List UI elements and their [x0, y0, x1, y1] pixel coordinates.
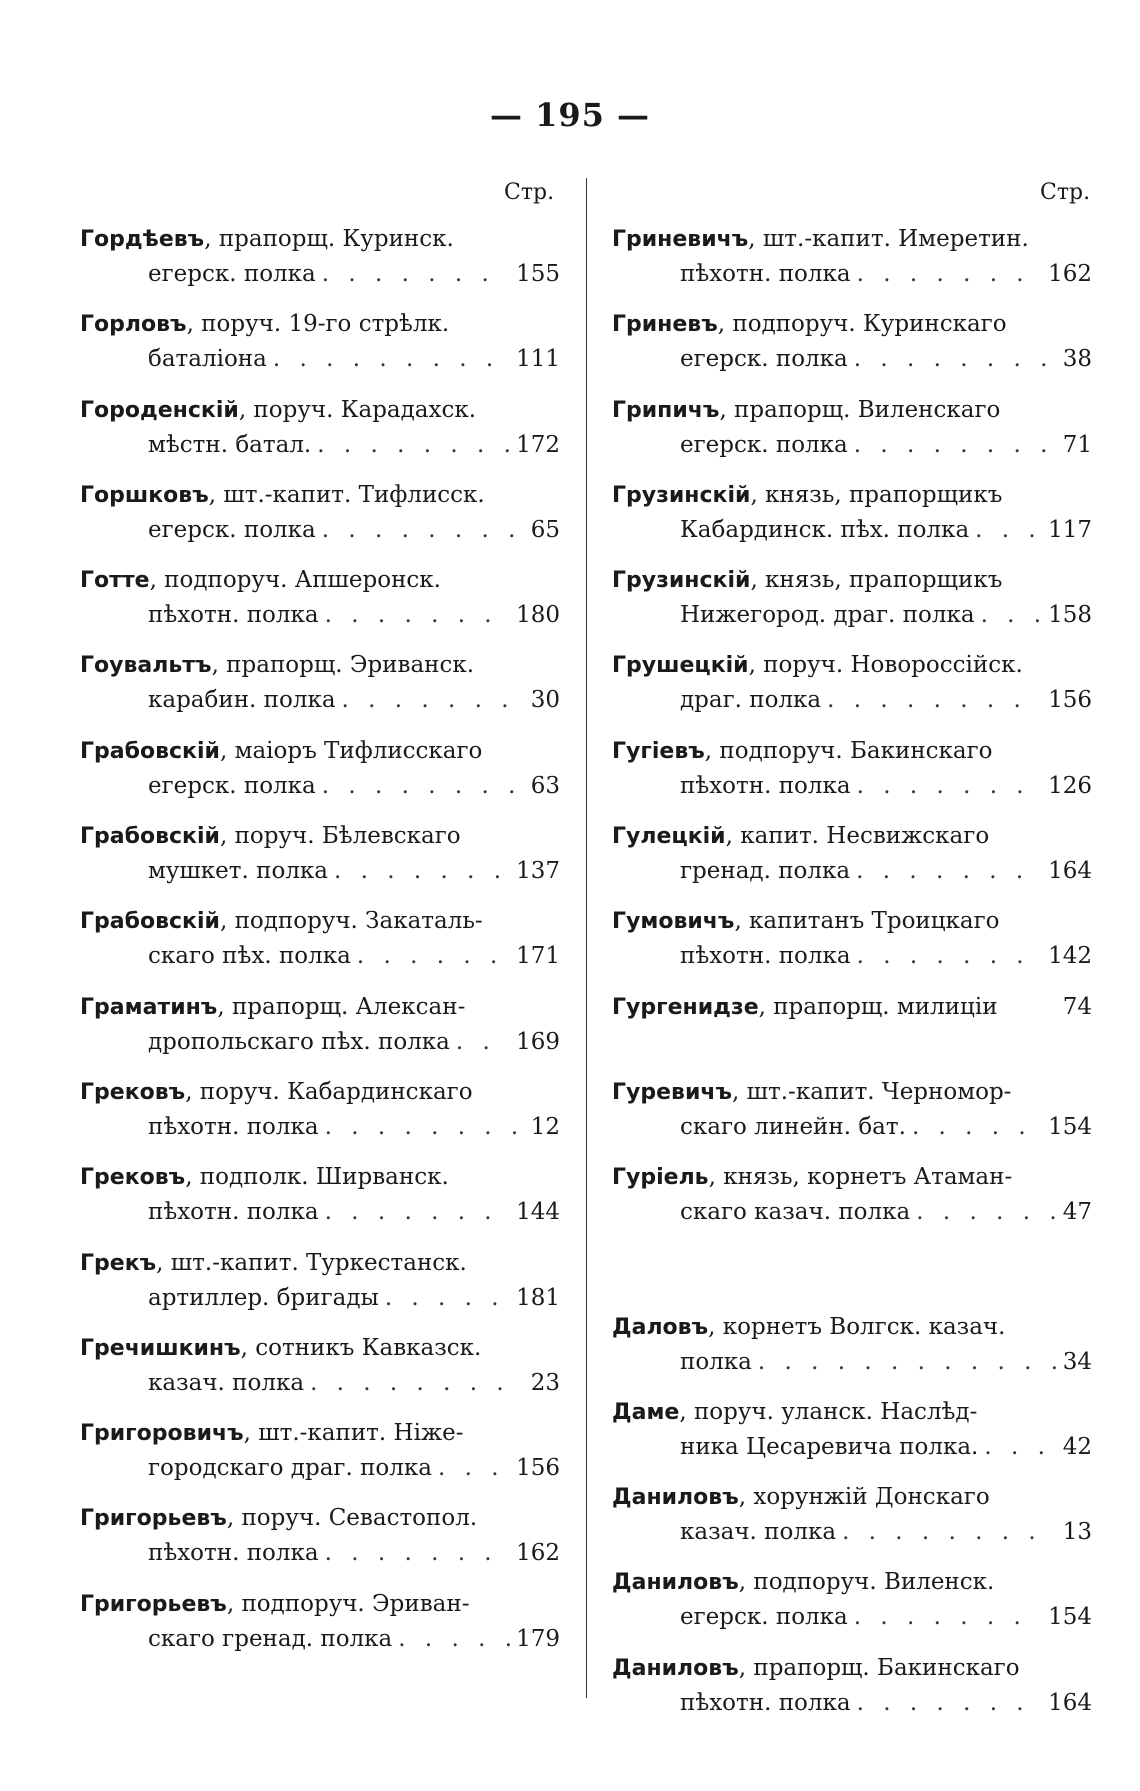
- entry-description-cont: егерск. полка: [148, 261, 316, 287]
- entry-page-ref: 71: [1062, 431, 1092, 458]
- entry-description: , шт.-капит. Туркестанск.: [156, 1249, 467, 1276]
- entry-line-2: [80, 769, 560, 803]
- entry-surname: Григорьевъ: [80, 1591, 227, 1617]
- entry-surname: Гуріель: [612, 1165, 709, 1191]
- index-entry: [80, 563, 560, 648]
- index-entry: [80, 819, 560, 904]
- entry-description-cont: пѣхотн. полка: [680, 261, 851, 287]
- left-column: [80, 222, 560, 1672]
- left-column-header: Стр.: [504, 180, 555, 205]
- entry-surname: Даме: [612, 1399, 680, 1425]
- entry-line-1: [80, 1587, 560, 1622]
- entry-line-1: [80, 1501, 560, 1536]
- leader-dots: [322, 257, 510, 291]
- entry-description: , шт.-капит. Имеретин.: [748, 226, 1029, 252]
- entry-page-ref: 126: [1048, 772, 1092, 799]
- index-entry: [80, 990, 560, 1075]
- leader-dots: [317, 428, 510, 462]
- entry-description: , прапорщ. Эриванск.: [211, 652, 475, 679]
- leader-dots: [854, 1600, 1042, 1634]
- entry-description: , маіоръ Тифлисскаго: [219, 737, 483, 764]
- leader-dots: [398, 1622, 510, 1656]
- leader-dots: [912, 1110, 1042, 1144]
- entry-page-ref: 180: [516, 602, 560, 629]
- entry-description: , шт.-капит. Тифлисск.: [208, 481, 485, 508]
- entry-page-ref: 42: [1062, 1433, 1092, 1460]
- entry-line-1: [80, 393, 560, 428]
- entry-line-1: [612, 307, 1092, 342]
- entry-line-2: [80, 1110, 560, 1144]
- entry-line-1: [80, 990, 560, 1025]
- entry-line-2: [80, 854, 560, 888]
- leader-dots: [916, 1195, 1056, 1229]
- entry-line-1: [612, 1160, 1092, 1195]
- entry-line-2: [80, 1025, 560, 1059]
- entry-line-1: [612, 1651, 1092, 1686]
- entry-line-2: [612, 1345, 1092, 1379]
- entry-surname: Гуревичъ: [612, 1079, 733, 1105]
- entry-surname: Даниловъ: [612, 1485, 739, 1511]
- entry-line-2: [80, 257, 560, 291]
- entry-page-ref: 65: [530, 516, 560, 543]
- entry-line-1: [80, 222, 560, 257]
- entry-surname: Городенскій: [80, 397, 239, 423]
- entry-line-1: [612, 478, 1092, 513]
- entry-line-1: [80, 904, 560, 939]
- entry-line-2: [612, 1430, 1092, 1464]
- entry-description-cont: пѣхотн. полка: [148, 1540, 319, 1567]
- entry-page-ref: 181: [516, 1284, 560, 1311]
- leader-dots: [857, 257, 1043, 291]
- entry-line-1: [80, 563, 560, 598]
- entry-description-cont: пѣхотн. полка: [680, 1689, 851, 1716]
- index-entry: [612, 222, 1092, 307]
- index-entry: [612, 393, 1092, 478]
- leader-dots: [310, 1366, 525, 1400]
- entry-surname: Гугіевъ: [612, 738, 705, 764]
- entry-line-1: [612, 563, 1092, 598]
- entry-description: , поруч. Бѣлевскаго: [219, 823, 461, 850]
- entry-surname: Гриневичъ: [612, 227, 749, 252]
- entry-line-1: [612, 1565, 1092, 1600]
- index-entry: [612, 1310, 1092, 1395]
- entry-page-ref: 154: [1048, 1604, 1092, 1631]
- index-entry: [612, 648, 1092, 733]
- entry-page-ref: 155: [516, 261, 560, 287]
- entry-description: , капит. Несвижскаго: [725, 823, 990, 850]
- entry-description-cont: егерск. полка: [680, 431, 848, 458]
- entry-page-ref: 137: [516, 858, 560, 885]
- entry-description: , поруч. Кабардинскаго: [185, 1078, 473, 1105]
- entry-line-2: [612, 513, 1092, 547]
- entry-description: , поруч. 19-го стрѣлк.: [186, 311, 450, 338]
- entry-page-ref: 154: [1048, 1113, 1092, 1140]
- entry-line-1: [80, 819, 560, 854]
- entry-line-1: [80, 478, 560, 513]
- entry-line-1: [612, 1075, 1092, 1110]
- entry-description: , князь, прапорщикъ: [750, 567, 1003, 594]
- index-entry: [612, 1395, 1092, 1480]
- entry-description: , поруч. Севастопол.: [226, 1505, 478, 1532]
- index-entry: [612, 1480, 1092, 1565]
- entry-surname: Граматинъ: [80, 994, 218, 1020]
- entry-description: , прапорщ. Алексан-: [217, 993, 466, 1020]
- leader-dots: [854, 428, 1057, 462]
- entry-line-2: [612, 1110, 1092, 1144]
- index-entry: [80, 734, 560, 819]
- leader-dots: [857, 769, 1043, 803]
- leader-dots: [342, 683, 525, 717]
- entry-surname: Грушецкій: [612, 653, 749, 679]
- entry-description: , подпоруч. Виленск.: [738, 1569, 995, 1596]
- entry-line-1: [612, 1480, 1092, 1515]
- entry-description-cont: драг. полка: [680, 687, 822, 714]
- entry-description-cont: гренад. полка: [680, 858, 851, 885]
- entry-surname: Горшковъ: [80, 482, 209, 508]
- entry-line-2: [612, 854, 1092, 888]
- index-entry: [80, 393, 560, 478]
- leader-dots: [981, 598, 1043, 632]
- leader-dots: [857, 939, 1043, 973]
- entry-line-2: [612, 1515, 1092, 1549]
- entry-line-1: [80, 307, 560, 342]
- index-entry: [612, 990, 1092, 1075]
- entry-line-1: [612, 648, 1092, 683]
- entry-line-1: [612, 222, 1092, 257]
- leader-dots: [385, 1281, 510, 1315]
- entry-page-ref: 164: [1048, 1689, 1092, 1716]
- index-entry: [80, 1246, 560, 1331]
- entry-description-cont: Нижегород. драг. полка: [680, 602, 975, 629]
- entry-surname: Гумовичъ: [612, 909, 735, 935]
- entry-surname: Гречишкинъ: [80, 1335, 241, 1361]
- entry-line-2: [80, 1536, 560, 1570]
- entry-surname: Гулецкій: [612, 824, 726, 850]
- entry-description-cont: скаго линейн. бат.: [680, 1113, 906, 1140]
- entry-page-ref: 47: [1062, 1199, 1092, 1226]
- entry-page-ref: 23: [530, 1369, 560, 1396]
- entry-description: , шт.-капит. Черномор-: [732, 1078, 1012, 1105]
- entry-description: , прапорщ. Куринск.: [204, 226, 454, 252]
- entry-surname: Григорьевъ: [80, 1506, 227, 1532]
- entry-description-cont: егерск. полка: [148, 772, 316, 799]
- entry-line-2: [612, 683, 1092, 717]
- entry-line-2: [612, 939, 1092, 973]
- entry-description: , князь, прапорщикъ: [750, 481, 1003, 508]
- entry-line-2: [80, 683, 560, 717]
- entry-surname: Гриневъ: [612, 312, 718, 338]
- leader-dots: [857, 1686, 1043, 1720]
- entry-description: , подпоруч. Эриван-: [226, 1590, 470, 1617]
- entry-line-1: [80, 1075, 560, 1110]
- leader-dots: [325, 1536, 511, 1570]
- entry-line-1: [80, 734, 560, 769]
- leader-dots: [854, 342, 1057, 376]
- entry-line-2: [80, 428, 560, 462]
- entry-page-ref: 13: [1062, 1519, 1092, 1546]
- entry-page-ref: 162: [1048, 261, 1092, 287]
- entry-surname: Грековъ: [80, 1165, 186, 1191]
- entry-page-ref: 74: [1062, 993, 1092, 1020]
- entry-line-1: [612, 904, 1092, 939]
- entry-description: , капитанъ Троицкаго: [734, 908, 1000, 935]
- index-entry: [80, 1160, 560, 1245]
- leader-dots: [325, 1110, 525, 1144]
- index-entry: [612, 734, 1092, 819]
- entry-surname: Грузинскій: [612, 568, 751, 594]
- entry-description: , подпоруч. Бакинскаго: [704, 737, 993, 764]
- index-entry: [612, 478, 1092, 563]
- entry-surname: Готте: [80, 568, 150, 594]
- entry-page-ref: 169: [516, 1028, 560, 1055]
- entry-description: , подполк. Ширванск.: [185, 1164, 449, 1191]
- index-entry: [80, 648, 560, 733]
- entry-line-2: [80, 939, 560, 973]
- entry-description-cont: скаго казач. полка: [680, 1199, 911, 1226]
- entry-page-ref: 171: [516, 943, 560, 970]
- entry-page-ref: 30: [530, 687, 560, 714]
- entry-description-cont: городскаго драг. полка: [148, 1455, 432, 1482]
- leader-dots: [975, 513, 1042, 547]
- entry-page-ref: 172: [516, 431, 560, 458]
- entry-page-ref: 142: [1048, 943, 1092, 970]
- index-entry: [80, 1075, 560, 1160]
- entry-line-2: [612, 342, 1092, 376]
- index-entry: [612, 307, 1092, 392]
- leader-dots: [322, 513, 525, 547]
- entry-surname: Горловъ: [80, 312, 187, 338]
- entry-description-cont: казач. полка: [148, 1369, 305, 1396]
- entry-line-2: [612, 598, 1092, 632]
- index-entry: [612, 1565, 1092, 1650]
- entry-description-cont: пѣхотн. полка: [148, 602, 319, 629]
- entry-line-2: [612, 428, 1092, 462]
- column-divider: [586, 178, 587, 1698]
- entry-description-cont: пѣхотн. полка: [680, 943, 851, 970]
- leader-dots: [334, 854, 510, 888]
- entry-line-1: [612, 1395, 1092, 1430]
- entry-page-ref: 158: [1048, 602, 1092, 629]
- entry-line-2: [80, 1195, 560, 1229]
- entry-description: , подпоруч. Закаталь-: [219, 908, 483, 935]
- entry-description-cont: егерск. полка: [680, 346, 848, 373]
- entry-line-1: [80, 1416, 560, 1451]
- entry-description: , поруч. уланск. Наслѣд-: [679, 1398, 978, 1425]
- leader-dots: [438, 1451, 510, 1485]
- leader-dots: [322, 769, 525, 803]
- entry-line-1: [80, 648, 560, 683]
- entry-description-cont: мѣстн. батал.: [148, 431, 312, 458]
- index-entry: [612, 819, 1092, 904]
- entry-page-ref: 63: [530, 772, 560, 799]
- entry-description: , сотникъ Кавказск.: [240, 1334, 482, 1361]
- leader-dots: [357, 939, 510, 973]
- entry-line-1: [80, 1160, 560, 1195]
- leader-dots: [456, 1025, 510, 1059]
- entry-description-cont: полка: [680, 1348, 752, 1375]
- entry-line-1: [612, 393, 1092, 428]
- entry-description: , прапорщ. милиціи: [758, 993, 998, 1020]
- entry-page-ref: 144: [516, 1199, 560, 1226]
- entry-description-cont: мушкет. полка: [148, 858, 329, 885]
- index-entry: [80, 478, 560, 563]
- entry-line-2: [80, 342, 560, 376]
- entry-surname: Грекъ: [80, 1250, 157, 1276]
- entry-line-2: [80, 598, 560, 632]
- entry-page-ref: 12: [530, 1113, 560, 1140]
- entry-description: , прапорщ. Виленскаго: [719, 396, 1001, 423]
- right-column: [612, 222, 1092, 1736]
- entry-description-cont: баталіона: [148, 346, 267, 373]
- entry-line-1: [612, 734, 1092, 769]
- index-entry: [612, 1160, 1092, 1245]
- entry-line-1: [612, 819, 1092, 854]
- index-entry: [80, 222, 560, 307]
- index-entry: [612, 1075, 1092, 1160]
- entry-description-cont: пѣхотн. полка: [148, 1199, 319, 1226]
- right-column-header: Стр.: [1040, 180, 1091, 205]
- entry-line-2: [612, 1600, 1092, 1634]
- section-gap: [612, 1246, 1092, 1310]
- entry-line-2: [612, 769, 1092, 803]
- index-entry: [80, 904, 560, 989]
- entry-description: , корнетъ Волгск. казач.: [708, 1313, 1006, 1340]
- entry-description-cont: скаго пѣх. полка: [148, 943, 351, 970]
- entry-page-ref: 34: [1062, 1348, 1092, 1375]
- entry-line-2: [80, 513, 560, 547]
- entry-description-cont: карабин. полка: [148, 687, 336, 714]
- entry-page-ref: 117: [1048, 516, 1092, 543]
- entry-line-2: [612, 257, 1092, 291]
- entry-line-1: [80, 1331, 560, 1366]
- entry-page-ref: 156: [1048, 687, 1092, 714]
- entry-line-2: [80, 1622, 560, 1656]
- entry-description-cont: артиллер. бригады: [148, 1284, 379, 1311]
- entry-description: , шт.-капит. Нiже-: [243, 1420, 464, 1447]
- index-entry: [80, 1331, 560, 1416]
- entry-description-cont: егерск. полка: [680, 1604, 848, 1631]
- leader-dots: [827, 683, 1042, 717]
- entry-line: [612, 990, 1092, 1025]
- leader-dots: [325, 1195, 511, 1229]
- entry-surname: Даниловъ: [612, 1655, 739, 1681]
- leader-dots: [984, 1430, 1056, 1464]
- entry-page-ref: 38: [1062, 346, 1092, 373]
- entry-surname: Даловъ: [612, 1314, 709, 1340]
- entry-page-ref: 156: [516, 1455, 560, 1482]
- entry-description-cont: егерск. полка: [148, 516, 316, 543]
- index-entry: [80, 1501, 560, 1586]
- leader-dots: [758, 1345, 1057, 1379]
- entry-surname: Григоровичъ: [80, 1421, 244, 1447]
- leader-dots: [325, 598, 511, 632]
- entry-surname: Грабовскій: [80, 909, 220, 935]
- leader-dots: [842, 1515, 1057, 1549]
- entry-line-2: [80, 1281, 560, 1315]
- entry-line-1: [612, 1310, 1092, 1345]
- index-entry: [80, 1416, 560, 1501]
- index-entry: [612, 563, 1092, 648]
- index-entry: [80, 1587, 560, 1672]
- entry-description: , прапорщ. Бакинскаго: [738, 1654, 1020, 1681]
- index-entry: [80, 307, 560, 392]
- page-number: — 195 —: [489, 96, 651, 134]
- entry-surname: Грековъ: [80, 1079, 186, 1105]
- entry-page-ref: 164: [1048, 858, 1092, 885]
- entry-surname: Грабовскій: [80, 738, 220, 764]
- entry-description-cont: пѣхотн. полка: [680, 772, 851, 799]
- entry-line-2: [80, 1366, 560, 1400]
- entry-surname: Даниловъ: [612, 1570, 739, 1596]
- leader-dots: [273, 342, 510, 376]
- entry-surname: Гордѣевъ: [80, 227, 205, 252]
- index-entry: [612, 1651, 1092, 1736]
- entry-surname: Гоувальтъ: [80, 653, 212, 679]
- entry-description: , поруч. Новороссійск.: [748, 652, 1023, 679]
- entry-line-2: [612, 1686, 1092, 1720]
- entry-surname: Грабовскій: [80, 824, 220, 850]
- leader-dots: [856, 854, 1042, 888]
- entry-description-cont: ника Цесаревича полка.: [680, 1433, 979, 1460]
- entry-page-ref: 179: [516, 1625, 560, 1652]
- entry-page-ref: 162: [516, 1540, 560, 1567]
- entry-surname: Гургенидзе: [612, 994, 759, 1020]
- entry-description: , поруч. Карадахск.: [238, 396, 477, 423]
- entry-description-cont: скаго гренад. полка: [148, 1625, 393, 1652]
- entry-description: , подпоруч. Апшеронск.: [149, 567, 441, 594]
- entry-description: , князь, корнетъ Атаман-: [708, 1164, 1013, 1191]
- entry-surname: Грузинскій: [612, 482, 751, 508]
- entry-page-ref: 111: [516, 346, 560, 373]
- entry-line-2: [80, 1451, 560, 1485]
- index-entry: [612, 904, 1092, 989]
- entry-description-cont: пѣхотн. полка: [148, 1113, 319, 1140]
- entry-description-cont: казач. полка: [680, 1519, 837, 1546]
- entry-description: , хорунжій Донскаго: [738, 1484, 990, 1511]
- entry-line-1: [80, 1246, 560, 1281]
- entry-description-cont: дропольскаго пѣх. полка: [148, 1028, 450, 1055]
- entry-description: , подпоруч. Куринскаго: [717, 311, 1007, 338]
- entry-surname: Грипичъ: [612, 397, 720, 423]
- entry-description-cont: Кабардинск. пѣх. полка: [680, 516, 970, 543]
- entry-line-2: [612, 1195, 1092, 1229]
